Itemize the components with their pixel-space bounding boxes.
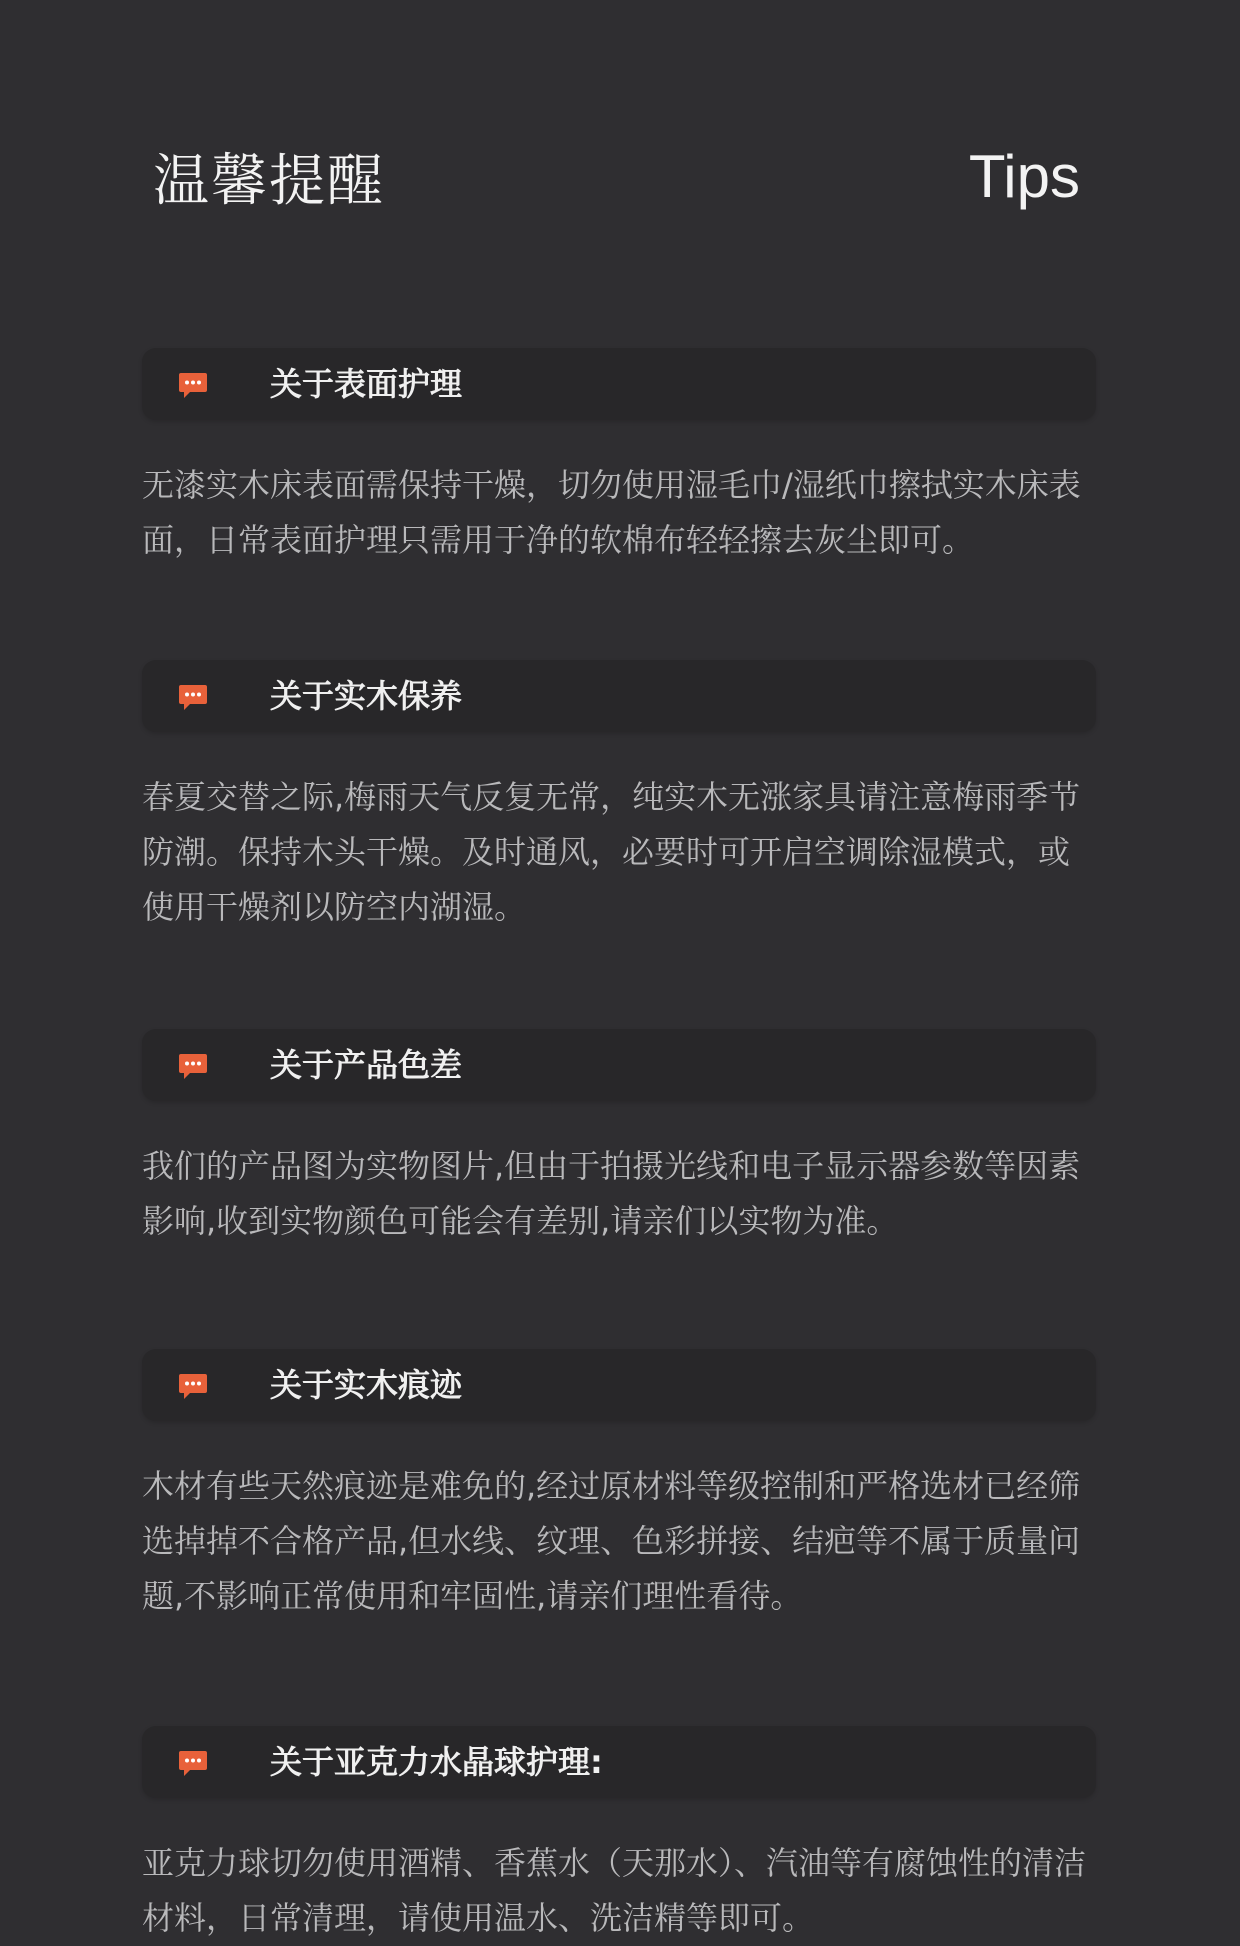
tip-section-color-difference xyxy=(142,1029,1096,1249)
chat-bubble-icon xyxy=(178,1748,208,1778)
section-header xyxy=(142,348,1096,420)
section-body: 亚克力球切勿使用酒精、香蕉水（天那水）、汽油等有腐蚀性的清洁材料，日常清理，请使用温水、洗洁精等即可。 xyxy=(142,1844,1087,1937)
tip-section-acrylic-ball xyxy=(142,1726,1096,1946)
section-header xyxy=(142,660,1096,732)
section-header xyxy=(142,1029,1096,1101)
section-title: 关于实木痕迹 xyxy=(270,1366,463,1404)
section-body: 木材有些天然痕迹是难免的,经过原材料等级控制和严格选材已经筛选掉掉不合格产品,但水线、纹理、色彩拼接、结疤等不属于质量问题,不影响正常使用和牢固性,请亲们理性看待。 xyxy=(142,1467,1081,1615)
chat-bubble-icon xyxy=(178,682,208,712)
chat-bubble-icon xyxy=(178,1371,208,1401)
tip-section-wood-marks xyxy=(142,1349,1096,1624)
section-body: 我们的产品图为实物图片,但由于拍摄光线和电子显示器参数等因素影响,收到实物颜色可能会有差别,请亲们以实物为准。 xyxy=(142,1147,1081,1240)
section-header xyxy=(142,1726,1096,1798)
chat-bubble-icon xyxy=(178,370,208,400)
page-header xyxy=(0,0,1240,260)
section-header xyxy=(142,1349,1096,1421)
section-body: 春夏交替之际,梅雨天气反复无常，纯实木无涨家具请注意梅雨季节防潮。保持木头干燥。及时通风，必要时可开启空调除湿模式，或使用干燥剂以防空内湖湿。 xyxy=(142,778,1081,926)
page-title: 温馨提醒 xyxy=(153,149,385,214)
tip-section-wood-maintenance xyxy=(142,660,1096,935)
page-title-en: Tips xyxy=(968,143,1080,210)
section-title: 关于实木保养 xyxy=(270,677,463,715)
section-title: 关于表面护理 xyxy=(270,365,463,403)
section-title: 关于产品色差 xyxy=(270,1046,463,1084)
chat-bubble-icon xyxy=(178,1051,208,1081)
tip-section-surface-care xyxy=(142,348,1096,568)
section-body: 无漆实木床表面需保持干燥，切勿使用湿毛巾/湿纸巾擦拭实木床表面，日常表面护理只需用于净的软棉布轻轻擦去灰尘即可。 xyxy=(142,466,1081,559)
section-title: 关于亚克力水晶球护理: xyxy=(270,1743,603,1781)
